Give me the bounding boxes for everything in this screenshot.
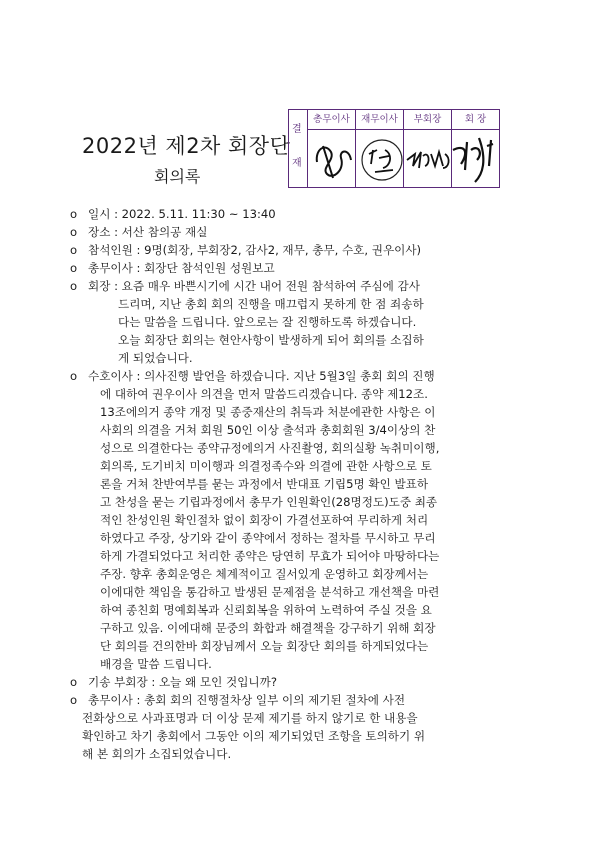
approval-side-char-2: 재 <box>292 158 302 169</box>
chair-line: 드리며, 지난 총회 회의 진행을 매끄럽지 못하게 한 점 죄송하 <box>118 297 424 311</box>
bullet: o <box>70 243 78 257</box>
approval-header-chair: 회 장 <box>464 114 487 125</box>
secretary-line: 확인하고 차기 총회에서 그동안 이의 제기되었던 조항을 토의하기 위 <box>82 729 426 743</box>
approval-header-secretary: 총무이사 <box>308 110 356 129</box>
bullet: o <box>70 279 78 293</box>
chair-remarks-first: 회장 : 요즘 매우 바쁜시기에 시간 내어 전원 참석하여 주심에 감사 <box>88 279 420 293</box>
attendees: 참석인원 : 9명(회장, 부회장2, 감사2, 재무, 총무, 수호, 권우이사) <box>88 243 422 257</box>
bullet: o <box>70 261 78 275</box>
guardian-line: 구하고 있음. 이에대해 문중의 화합과 해결책을 강구하기 위해 회장 <box>100 621 436 635</box>
bullet: o <box>70 225 78 239</box>
meeting-date: 일시 : 2022. 5.11. 11:30 ~ 13:40 <box>88 207 276 221</box>
signature-secretary <box>311 132 355 184</box>
approval-box <box>288 109 500 188</box>
guardian-line: 회의록, 도기비치 미이행과 의결정족수와 의결에 관한 사항으로 토 <box>100 459 432 473</box>
guardian-line: 배경을 말씀 드립니다. <box>100 657 212 671</box>
chair-line: 게 되었습니다. <box>118 351 193 365</box>
guardian-line: 고 찬성을 묻는 기립과정에서 총무가 인원확인(28명정도)도중 최종 <box>100 495 438 509</box>
guardian-line: 이에대한 책임을 통감하고 발생된 문제점을 분석하고 개선책을 마련 <box>100 585 440 599</box>
bullet: o <box>70 207 78 221</box>
document-title: 2022년 제2차 회장단 <box>82 134 291 158</box>
signature-chair <box>449 130 501 186</box>
guardian-line: 주장. 향후 총회운영은 체계적이고 질서있게 운영하고 회장께서는 <box>100 567 429 581</box>
list-item <box>70 223 570 241</box>
chair-line: 다는 말씀을 드립니다. 앞으로는 잘 진행하도록 하겠습니다. <box>118 315 417 329</box>
minutes-body <box>70 205 570 763</box>
signature-treasurer <box>359 132 405 184</box>
list-item <box>70 259 570 277</box>
guardian-line: 론을 거쳐 찬반여부를 묻는 과정에서 반대표 기립5명 확인 발표하 <box>100 477 429 491</box>
vice-chair-question-text: 기송 부회장 : 오늘 왜 모인 것입니까? <box>88 675 277 689</box>
meeting-place: 장소 : 서산 참의공 재실 <box>88 225 208 239</box>
chair-remarks <box>70 277 570 295</box>
guardian-line: 적인 찬성인원 확인절차 없이 회장이 가결선포하여 무리하게 처리 <box>100 513 429 527</box>
guardian-line: 하여 종친회 명예회복과 신뢰회복을 위하여 노력하여 주실 것을 요 <box>100 603 432 617</box>
quorum-report: 총무이사 : 회장단 참석인원 성원보고 <box>88 261 275 275</box>
bullet: o <box>70 675 78 689</box>
guardian-line: 사회의 의결을 거쳐 회원 50인 이상 출석과 총회회원 3/4이상의 찬 <box>100 423 436 437</box>
guardian-remarks <box>70 367 570 385</box>
secretary-line: 전화상으로 사과표명과 더 이상 문제 제기를 하지 않기로 한 내용을 <box>82 711 418 725</box>
vice-chair-question <box>70 673 570 691</box>
guardian-line: 13조에의거 종약 개정 및 종중재산의 취득과 처분에관한 사항은 이 <box>100 405 436 419</box>
list-item <box>70 205 570 223</box>
approval-side-label <box>289 110 308 187</box>
guardian-line: 하게 가결되었다고 처리한 종약은 당연히 무효가 되어야 마땅하다는 <box>100 549 440 563</box>
approval-header-vice-chair: 부회장 <box>404 110 452 129</box>
bullet: o <box>70 693 78 707</box>
guardian-line: 하였다고 주장, 상기와 같이 종약에서 정하는 절차를 무시하고 무리 <box>100 531 436 545</box>
guardian-line: 단 회의를 건의한바 회장님께서 오늘 회장단 회의를 하게되었다는 <box>100 639 429 653</box>
secretary-remarks-first: 총무이사 : 총회 회의 진행절차상 일부 이의 제기된 절차에 사전 <box>88 693 406 707</box>
secretary-remarks <box>70 691 570 709</box>
signature-vice-chair <box>405 140 455 180</box>
guardian-remarks-first: 수호이사 : 의사진행 발언을 하겠습니다. 지난 5월3일 총회 회의 진행 <box>88 369 435 383</box>
guardian-line: 에 대하여 권우이사 의견을 먼저 말씀드리겠습니다. 종약 제12조. <box>100 387 428 401</box>
secretary-line: 해 본 회의가 소집되었습니다. <box>82 747 232 761</box>
bullet: o <box>70 369 78 383</box>
approval-header-row <box>308 110 499 130</box>
list-item <box>70 241 570 259</box>
guardian-line: 성으로 의결한다는 종약규정에의거 사진촬영, 회의실황 녹취미이행, <box>100 441 440 455</box>
chair-line: 오늘 회장단 회의는 현안사항이 발생하게 되어 회의를 소집하 <box>118 333 424 347</box>
approval-side-char-1: 결 <box>292 124 302 135</box>
document-subtitle: 회의록 <box>154 167 201 186</box>
approval-header-treasurer: 재무이사 <box>356 110 404 129</box>
